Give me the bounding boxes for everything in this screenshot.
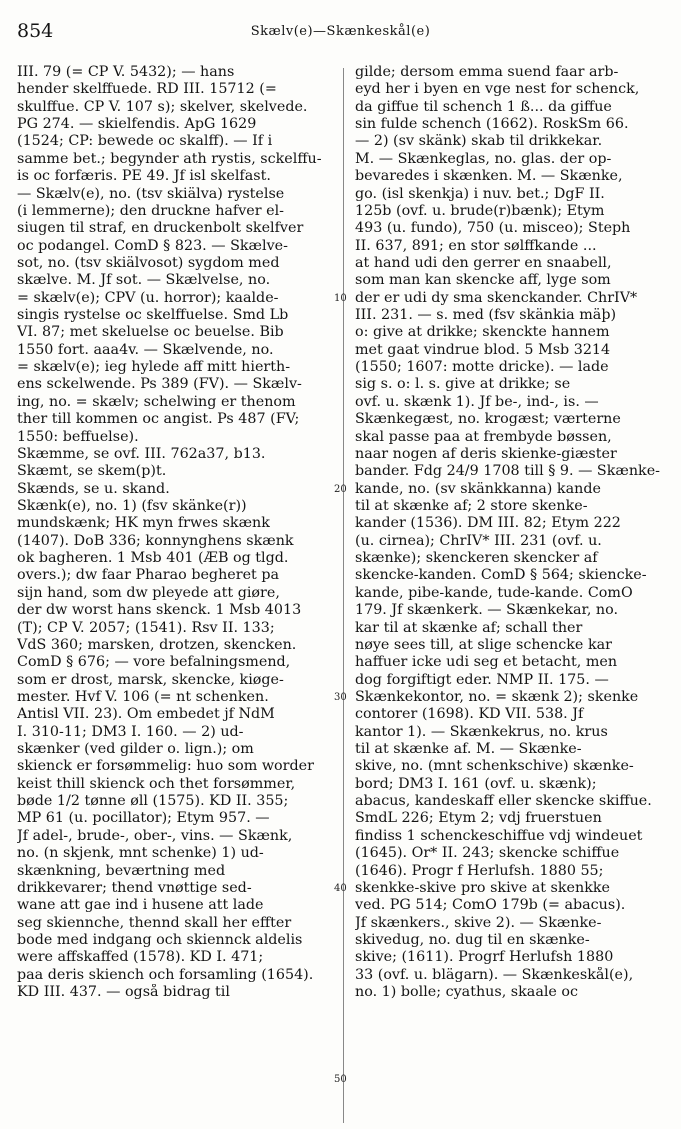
text-line: kar til at skænke af; schall ther — [355, 619, 583, 636]
text-line: oc podangel. ComD § 823. — Skælve- — [17, 237, 288, 254]
text-line: go. (isl skenkja) i nuv. bet.; DgF II. — [355, 185, 605, 202]
text-line: (1407). DoB 336; konnynghens skænk — [17, 532, 294, 549]
text-line: ing, no. = skælv; schelwing er thenom — [17, 393, 296, 410]
text-line: wane att gae ind i husene att lade — [17, 897, 264, 914]
text-line: skienck er forsømmelig: huo som worder — [17, 758, 314, 775]
text-line: is oc forfæris. PE 49. Jf isl skelfast. — [17, 168, 271, 185]
text-line: bode med indgang och skiennck aldelis — [17, 931, 303, 948]
text-line: skencke-kanden. ComD § 564; skiencke- — [355, 567, 647, 584]
text-line: 493 (u. fundo), 750 (u. misceo); Steph — [355, 220, 631, 237]
left-column — [17, 64, 339, 1001]
text-line: bøde 1/2 tønne øll (1575). KD II. 355; — [17, 793, 289, 810]
text-line: contorer (1698). KD VII. 538. Jf — [355, 706, 584, 723]
text-line: skive, no. (mnt schenkschive) skænke- — [355, 758, 634, 775]
text-line: — Skælv(e), no. (tsv skiälva) rystelse — [17, 185, 285, 202]
text-line: sijn hand, som dw pleyede att giøre, — [17, 584, 280, 601]
text-line: skulffue. CP V. 107 s); skelver, skelvede. — [17, 98, 308, 115]
running-title: Skælv(e)—Skænkeskål(e) — [250, 24, 431, 39]
text-line: kantor 1). — Skænkekrus, no. krus — [355, 723, 608, 740]
text-line: Antisl VII. 23). Om embedet jf NdM — [17, 706, 275, 723]
text-line: bevaredes i skænken. M. — Skænke, — [355, 168, 623, 185]
text-line: haffuer icke udi seg et betacht, men — [355, 654, 618, 671]
text-line: VdS 360; marsken, drotzen, skencken. — [17, 636, 297, 653]
text-line: sig s. o: l. s. give at drikke; se — [355, 376, 571, 393]
text-line: skive; (1611). Progrf Herlufsh 1880 — [355, 949, 614, 966]
text-line: ens sckelwende. Ps 389 (FV). — Skælv- — [17, 376, 302, 393]
text-line: o: give at drikke; skenckte hannem — [355, 324, 610, 341]
text-line: eyd her i byen en vge nest for schenck, — [355, 81, 640, 98]
text-line: SmdL 226; Etym 2; vdj fruerstuen — [355, 810, 602, 827]
text-line: ther till kommen oc angist. Ps 487 (FV; — [17, 411, 300, 428]
text-line: ovf. u. skænk 1). Jf be-, ind-, is. — — [355, 393, 599, 410]
text-line: met gaat vindrue blod. 5 Msb 3214 — [355, 341, 611, 358]
margin-line-number: 10 — [334, 292, 347, 304]
text-line: bander. Fdg 24/9 1708 till § 9. — Skænke- — [355, 463, 660, 480]
text-line: II. 637, 891; en stor sølffkande ... — [355, 237, 597, 254]
text-line: skenkke-skive pro skive at skenkke — [355, 879, 611, 896]
text-line: (u. cirnea); ChrIV* III. 231 (ovf. u. — [355, 532, 602, 549]
text-line: der dw worst hans skenck. 1 Msb 4013 — [17, 602, 302, 619]
text-line: skænke); skenckeren skencker af — [355, 550, 598, 567]
text-line: = skælv(e); CPV (u. horror); kaalde- — [17, 289, 279, 306]
text-line: at hand udi den gerrer en snaabell, — [355, 254, 612, 271]
text-line: der er udi dy sma skenckander. ChrIV* — [355, 289, 638, 306]
text-line: nøye sees till, at slige schencke kar — [355, 636, 612, 653]
text-line: Skænds, se u. skand. — [17, 480, 170, 497]
text-line: no. 1) bolle; cyathus, skaale oc — [355, 984, 579, 1001]
text-line: (i lemmerne); den druckne hafver el- — [17, 202, 284, 219]
text-line: mester. Hvf V. 106 (= nt schenken. — [17, 688, 269, 705]
text-line: kande, pibe-kande, tude-kande. ComO — [355, 584, 633, 601]
text-line: skivedug, no. dug til en skænke- — [355, 931, 590, 948]
text-line: keist thill skienck och thet forsømmer, — [17, 775, 296, 792]
text-line: Skænkekontor, no. = skænk 2); skenke — [355, 688, 639, 705]
text-line: singis rystelse oc skelffuelse. Smd Lb — [17, 307, 289, 324]
margin-line-number: 40 — [334, 882, 347, 894]
text-line: MP 61 (u. pocillator); Etym 957. — — [17, 810, 270, 827]
text-line: VI. 87; met skeluelse oc beuelse. Bib — [17, 324, 284, 341]
text-line: (T); CP V. 2057; (1541). Rsv II. 133; — [17, 619, 275, 636]
text-line: til at skænke af; 2 store skenke- — [355, 497, 588, 514]
text-line: I. 310-11; DM3 I. 160. — 2) ud- — [17, 723, 244, 740]
margin-line-number: 20 — [334, 483, 347, 495]
text-line: (1645). Or* II. 243; skencke schiffue — [355, 845, 620, 862]
text-line: kande, no. (sv skänkkanna) kande — [355, 480, 601, 497]
text-line: Skæmme, se ovf. III. 762a37, b13. — [17, 445, 266, 462]
text-line: dog forgiftigt eder. NMP II. 175. — — [355, 671, 609, 688]
text-line: III. 231. — s. med (fsv skänkia mäþ) — [355, 307, 617, 324]
text-line: gilde; dersom emma suend faar arb- — [355, 64, 619, 80]
text-line: KD III. 437. — også bidrag til — [17, 984, 230, 1001]
text-line: 33 (ovf. u. blägarn). — Skænkeskål(e), — [355, 966, 634, 983]
text-line: (1524; CP: bewede oc skalff). — If i — [17, 133, 273, 150]
text-line: skænkning, beværtning med — [17, 862, 226, 879]
text-line: Jf adel-, brude-, ober-, vins. — Skænk, — [17, 827, 293, 844]
column-divider — [343, 68, 344, 1123]
text-line: da giffue til schench 1 ß... da giffue — [355, 98, 612, 115]
text-line: were affskaffed (1578). KD I. 471; — [17, 949, 264, 966]
page-number: 854 — [17, 20, 54, 42]
text-line: findiss 1 schenckeschiffue vdj windeuet — [355, 827, 643, 844]
right-column — [355, 64, 677, 1001]
text-line: bord; DM3 I. 161 (ovf. u. skænk); — [355, 775, 597, 792]
text-line: som er drost, marsk, skencke, kiøge- — [17, 671, 284, 688]
text-line: hender skelffuede. RD III. 15712 (= — [17, 81, 277, 98]
text-line: abacus, kandeskaff eller skencke skiffue. — [355, 793, 652, 810]
text-line: skænker (ved gilder o. lign.); om — [17, 741, 254, 758]
text-line: sot, no. (tsv skiälvosot) sygdom med — [17, 254, 280, 271]
text-line: seg skiennche, thennd skall her effter — [17, 914, 292, 931]
text-line: Skæmt, se skem(p)t. — [17, 463, 167, 480]
text-line: ComD § 676; — vore befalningsmend, — [17, 654, 291, 671]
page-header — [0, 20, 681, 46]
text-line: ok bagheren. 1 Msb 401 (ÆB og tlgd. — [17, 550, 289, 567]
text-line: skal passe paa at frembyde bøssen, — [355, 428, 612, 445]
text-line: = skælv(e); ieg hylede aff mitt hierth- — [17, 359, 291, 376]
text-line: PG 274. — skielfendis. ApG 1629 — [17, 116, 257, 133]
text-line: naar nogen af deris skienke-giæster — [355, 445, 617, 462]
text-line: drikkevarer; thend vnøttige sed- — [17, 879, 252, 896]
margin-line-number: 50 — [334, 1073, 347, 1085]
text-line: Skænkegæst, no. krogæst; værterne — [355, 411, 621, 428]
text-line: samme bet.; begynder ath rystis, sckelffu- — [17, 150, 322, 167]
text-line: (1550; 1607: motte dricke). — lade — [355, 359, 609, 376]
text-line: sin fulde schench (1662). RoskSm 66. — [355, 116, 629, 133]
text-line: til at skænke af. M. — Skænke- — [355, 741, 582, 758]
text-line: Skænk(e), no. 1) (fsv skänke(r)) — [17, 497, 247, 514]
text-line: — 2) (sv skänk) skab til drikkekar. — [355, 133, 603, 150]
text-line: 125b (ovf. u. brude(r)bænk); Etym — [355, 202, 605, 219]
text-line: no. (n skjenk, mnt schenke) 1) ud- — [17, 845, 264, 862]
text-line: 1550: beffuelse). — [17, 428, 139, 445]
text-line: mundskænk; HK myn frwes skænk — [17, 515, 270, 532]
text-line: siugen til straf, en druckenbolt skelfver — [17, 220, 304, 237]
text-line: Jf skænkers., skive 2). — Skænke- — [355, 914, 602, 931]
text-line: 179. Jf skænkerk. — Skænkekar, no. — [355, 602, 619, 619]
text-line: paa deris skiench och forsamling (1654). — [17, 966, 314, 983]
text-line: ved. PG 514; ComO 179b (= abacus). — [355, 897, 626, 914]
text-line: III. 79 (= CP V. 5432); — hans — [17, 64, 235, 80]
text-line: M. — Skænkeglas, no. glas. der op- — [355, 150, 612, 167]
text-line: 1550 fort. aaa4v. — Skælvende, no. — [17, 341, 274, 358]
text-line: (1646). Progr f Herlufsh. 1880 55; — [355, 862, 604, 879]
text-line: overs.); dw faar Pharao begheret pa — [17, 567, 280, 584]
text-line: som man kan skencke aff, lyge som — [355, 272, 611, 289]
text-line: kander (1536). DM III. 82; Etym 222 — [355, 515, 621, 532]
margin-line-number: 30 — [334, 691, 347, 703]
text-line: skælve. M. Jf sot. — Skælvelse, no. — [17, 272, 271, 289]
